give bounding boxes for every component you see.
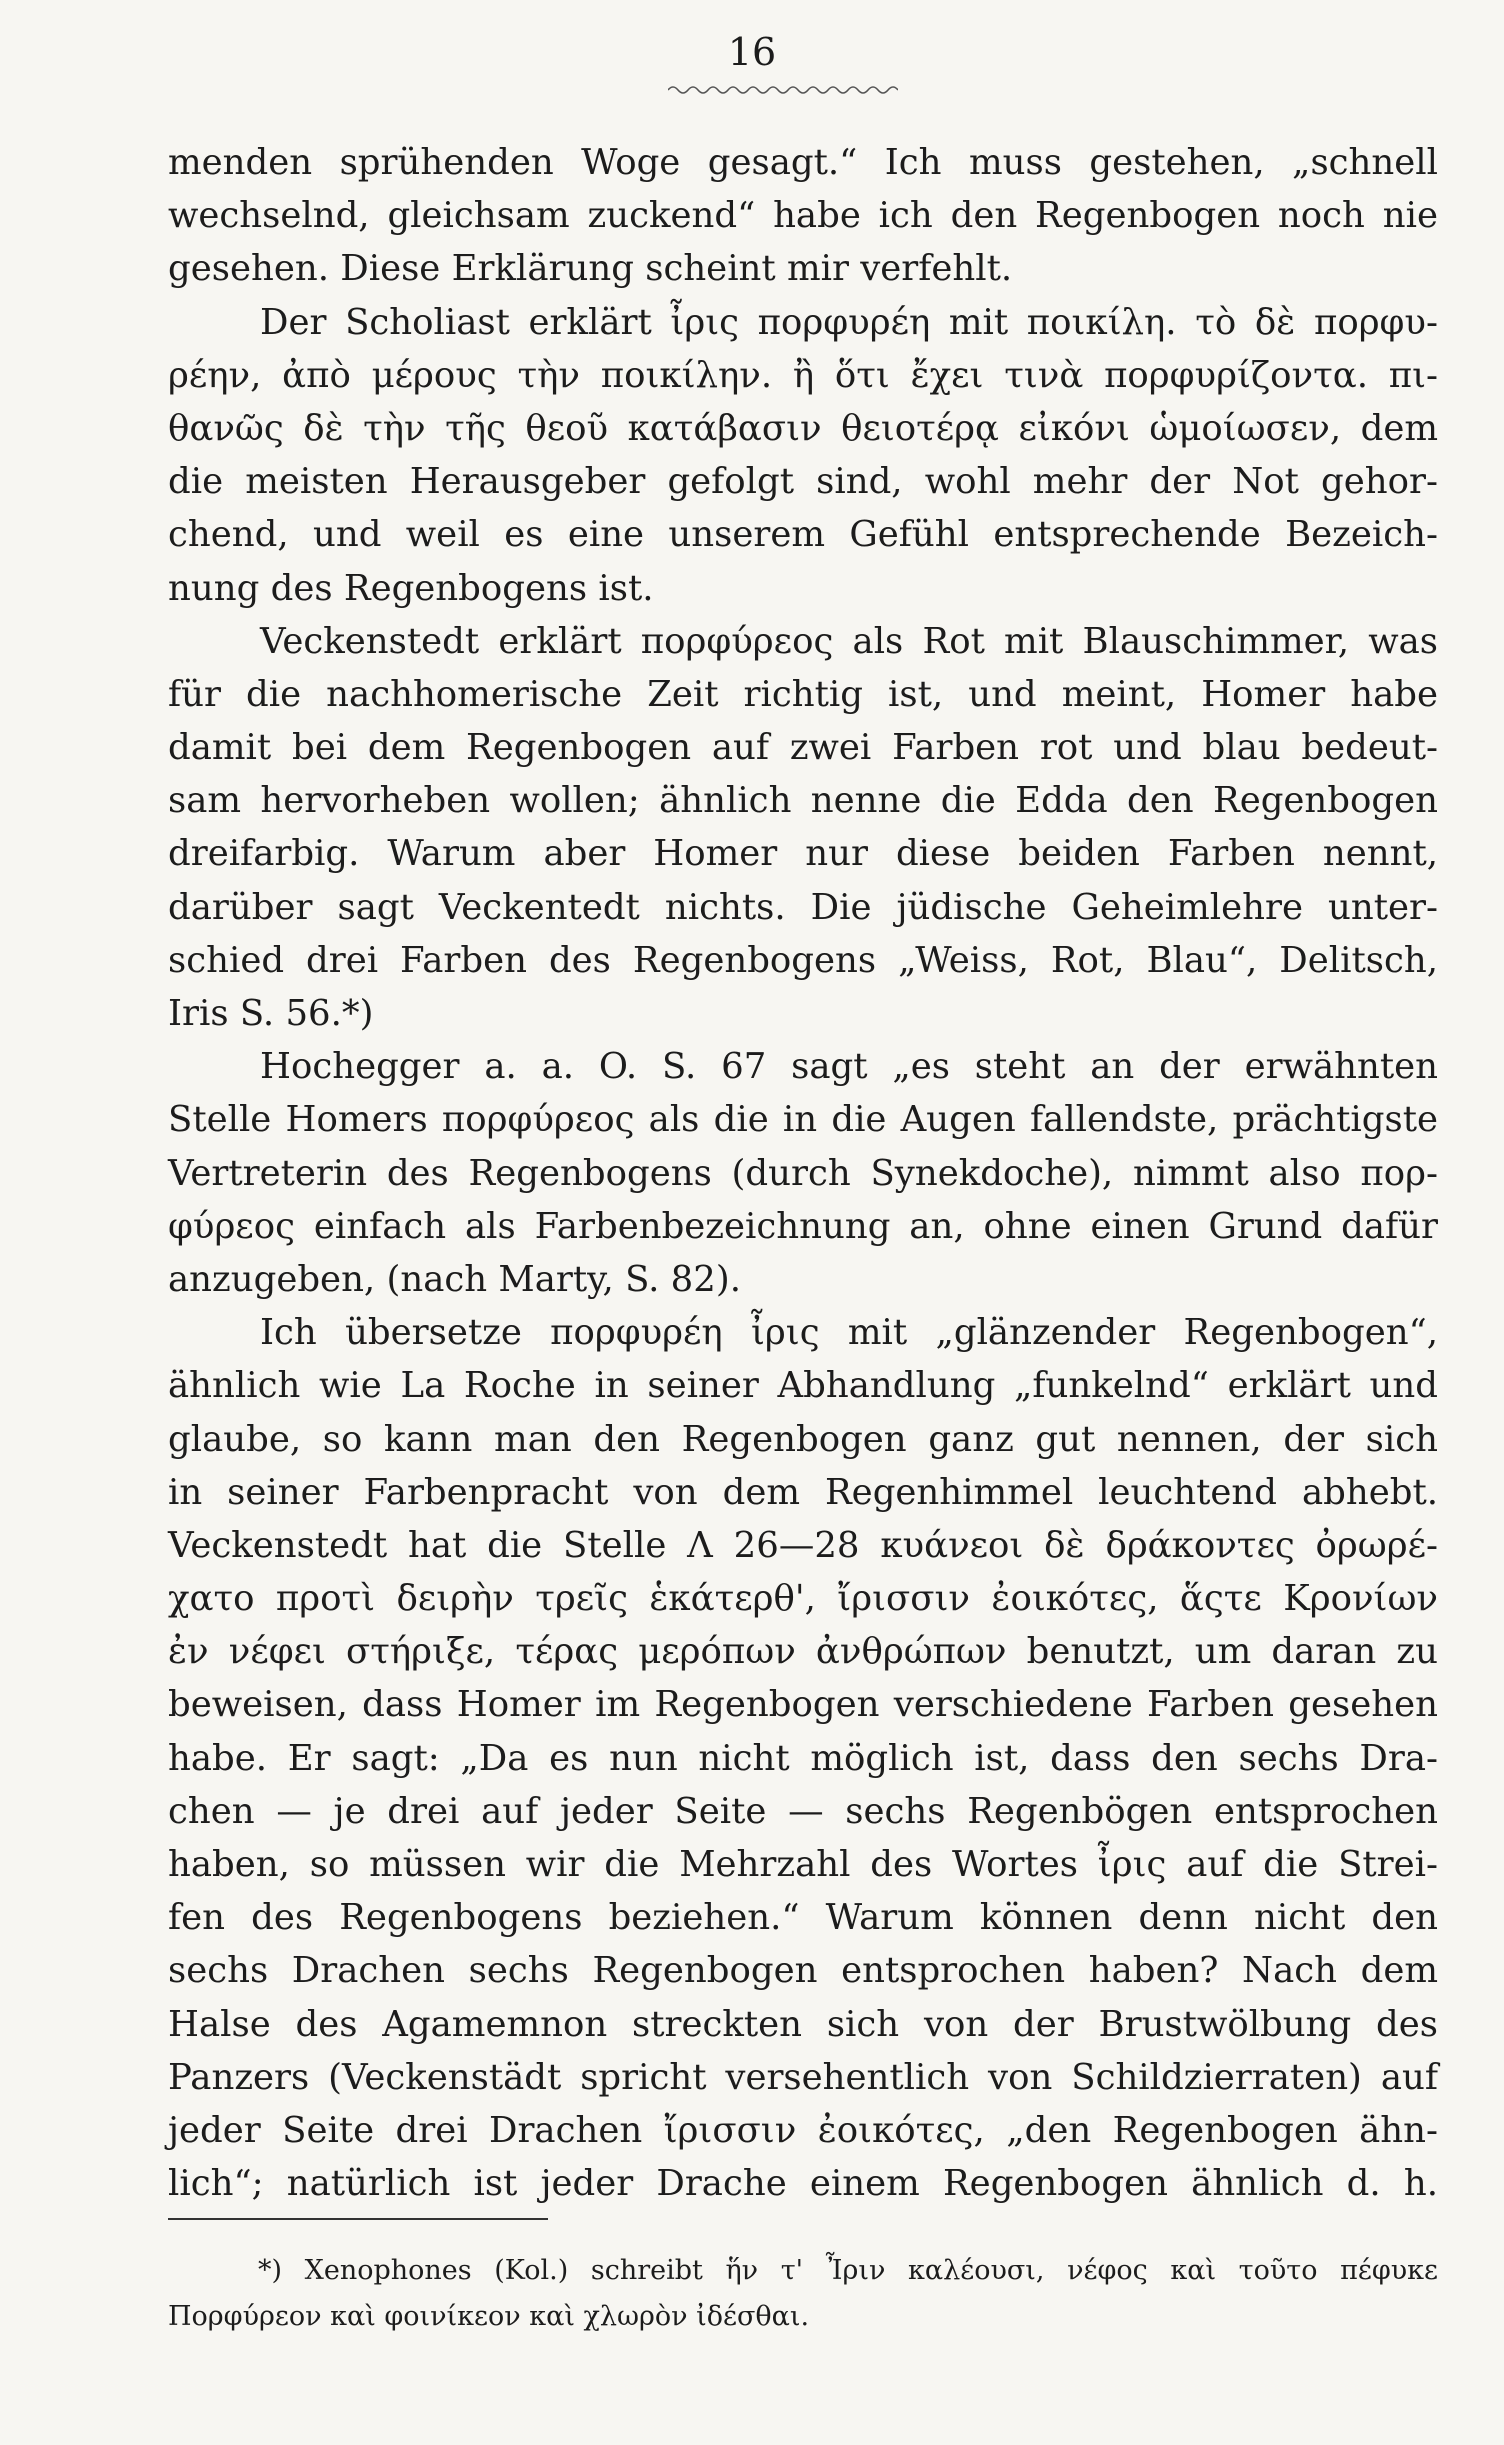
text-line: θανῶς δὲ τὴν τῆς θεοῦ κατάβασιν θειοτέρᾳ εἰκόνι ὡμοίωσεν, dem [168, 407, 1438, 449]
text-line: schied drei Farben des Regenbogens „Weiss, Rot, Blau“, Delitsch, [168, 939, 1438, 981]
text-line: φύρεος einfach als Farbenbezeichnung an, ohne einen Grund dafür [168, 1205, 1438, 1247]
text-line: ähnlich wie La Roche in seiner Abhandlung „funkelnd“ erklärt und [168, 1365, 1438, 1407]
text-line: Vertreterin des Regenbogens (durch Synekdoche), nimmt also πορ- [168, 1152, 1438, 1194]
text-line: gesehen. Diese Erklärung scheint mir verfehlt. [168, 248, 1013, 290]
text-line: Veckenstedt hat die Stelle Λ 26—28 κυάνεοι δὲ δράκοντες ὀρωρέ- [168, 1524, 1438, 1566]
text-line: Ich übersetze πορφυρέη ἶρις mit „glänzender Regenbogen“, [260, 1312, 1438, 1354]
text-line: ἐν νέφει στήριξε, τέρας μερόπων ἀνθρώπων benutzt, um daran zu [168, 1631, 1438, 1673]
text-line: die meisten Herausgeber gefolgt sind, wohl mehr der Not gehor- [168, 461, 1438, 503]
text-line: wechselnd, gleichsam zuckend“ habe ich den Regenbogen noch nie [168, 195, 1438, 237]
text-line: jeder Seite drei Drachen ἴρισσιν ἐοικότες, „den Regenbogen ähn- [168, 2109, 1438, 2151]
text-line: lich“; natürlich ist jeder Drache einem Regenbogen ähnlich d. h. [168, 2163, 1438, 2205]
text-line: Veckenstedt erklärt πορφύρεος als Rot mit Blauschimmer, was [260, 620, 1438, 662]
text-line: χατο προτὶ δειρὴν τρεῖς ἑκάτερθ', ἴρισσιν ἐοικότες, ἅςτε Κρονίων [168, 1578, 1438, 1620]
text-line: chen — je drei auf jeder Seite — sechs Regenbögen entsprochen [168, 1790, 1438, 1832]
text-line: Halse des Agamemnon streckten sich von der Brustwölbung des [168, 2003, 1438, 2045]
text-line: sechs Drachen sechs Regenbogen entsprochen haben? Nach dem [168, 1950, 1438, 1992]
text-line: darüber sagt Veckentedt nichts. Die jüdische Geheimlehre unter- [168, 886, 1438, 928]
text-line: Panzers (Veckenstädt spricht versehentlich von Schildzierraten) auf [168, 2056, 1438, 2098]
text-line: ρέην, ἀπὸ μέρους τὴν ποικίλην. ἢ ὅτι ἔχει τινὰ πορφυρίζοντα. πι- [168, 354, 1438, 396]
footnote-line: Πορφύρεον καὶ φοινίκεον καὶ χλωρὸν ἰδέσθαι. [168, 2301, 810, 2332]
text-line: chend, und weil es eine unserem Gefühl entsprechende Bezeich- [168, 514, 1438, 556]
text-line: anzugeben, (nach Marty, S. 82). [168, 1258, 741, 1300]
text-line: Stelle Homers πορφύρεος als die in die Augen fallendste, prächtigste [168, 1099, 1438, 1141]
footnote-divider [168, 2218, 548, 2220]
text-line: glaube, so kann man den Regenbogen ganz gut nennen, der sich [168, 1418, 1438, 1460]
body-text [168, 136, 1438, 2210]
footnotes [168, 2248, 1438, 2340]
wavy-ornament [668, 84, 898, 96]
text-line: damit bei dem Regenbogen auf zwei Farben rot und blau bedeut- [168, 727, 1438, 769]
page-number: 16 [727, 30, 777, 74]
text-line: Iris S. 56.*) [168, 993, 374, 1034]
text-line: haben, so müssen wir die Mehrzahl des Wortes ἶρις auf die Strei- [168, 1844, 1438, 1885]
text-line: beweisen, dass Homer im Regenbogen verschiedene Farben gesehen [168, 1684, 1438, 1726]
text-line: für die nachhomerische Zeit richtig ist, und meint, Homer habe [168, 673, 1438, 715]
text-line: sam hervorheben wollen; ähnlich nenne die Edda den Regenbogen [168, 780, 1438, 822]
text-line: in seiner Farbenpracht von dem Regenhimmel leuchtend abhebt. [168, 1471, 1438, 1513]
footnote-line: *) Xenophones (Kol.) schreibt ἥν τ' Ἶριν καλέουσι, νέφος καὶ τοῦτο πέφυκε [258, 2255, 1438, 2286]
text-line: Der Scholiast erklärt ἶρις πορφυρέη mit ποικίλη. τὸ δὲ πορφυ- [260, 301, 1438, 343]
text-line: nung des Regenbogens ist. [168, 567, 654, 609]
text-line: habe. Er sagt: „Da es nun nicht möglich ist, dass den sechs Dra- [168, 1737, 1438, 1779]
text-line: fen des Regenbogens beziehen.“ Warum können denn nicht den [168, 1897, 1438, 1939]
text-line: menden sprühenden Woge gesagt.“ Ich muss gestehen, „schnell [168, 142, 1438, 183]
text-line: dreifarbig. Warum aber Homer nur diese beiden Farben nennt, [168, 833, 1438, 875]
text-line: Hochegger a. a. O. S. 67 sagt „es steht an der erwähnten [260, 1046, 1438, 1088]
